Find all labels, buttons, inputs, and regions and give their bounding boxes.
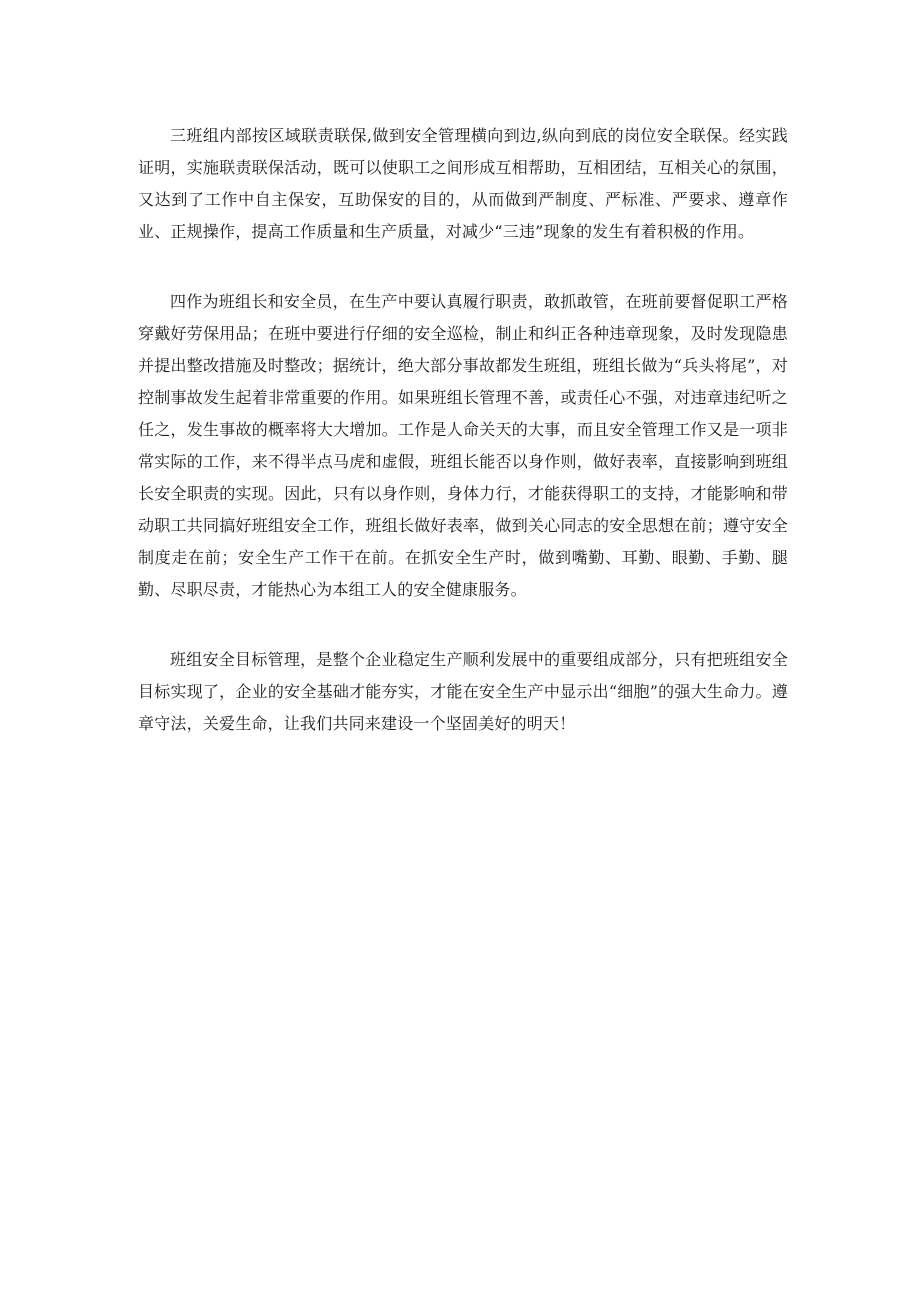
paragraph-conclusion: 班组安全目标管理，是整个企业稳定生产顺利发展中的重要组成部分，只有把班组安全目标实现了，企业的安全基础才能夯实，才能在安全生产中显示出“细胞”的强大生命力。遵章守法，关爱生命，让我们共同来建设一个坚固美好的明天！ <box>138 650 788 733</box>
document-body <box>138 120 788 740</box>
paragraph-section-four: 四作为班组长和安全员，在生产中要认真履行职责，敢抓敢管，在班前要督促职工严格穿戴好劳保用品；在班中要进行仔细的安全巡检，制止和纠正各种违章现象，及时发现隐患并提出整改措施及时整改；据统计，绝大部分事故都发生班组，班组长做为“兵头将尾”，对控制事故发生起着非常重要的作用。如果班组长管理不善，或责任心不强，对违章违纪听之任之，发生事故的概率将大大增加。工作是人命关天的大事，而且安全管理工作又是一项非常实际的工作，来不得半点马虎和虚假，班组长能否以身作则，做好表率，直接影响到班组长安全职责的实现。因此，只有以身作则，身体力行，才能获得职工的支持，才能影响和带动职工共同搞好班组安全工作，班组长做好表率，做到关心同志的安全思想在前；遵守安全制度走在前；安全生产工作干在前。在抓安全生产时，做到嘴勤、耳勤、眼勤、手勤、腿勤、尽职尽责，才能热心为本组工人的安全健康服务。 <box>138 292 788 599</box>
paragraph-section-three: 三班组内部按区域联责联保,做到安全管理横向到边,纵向到底的岗位安全联保。经实践证明，实施联责联保活动，既可以使职工之间形成互相帮助，互相团结，互相关心的氛围，又达到了工作中自主保安，互助保安的目的，从而做到严制度、严标准、严要求、遵章作业、正规操作，提高工作质量和生产质量，对减少“三违”现象的发生有着积极的作用。 <box>138 126 788 241</box>
